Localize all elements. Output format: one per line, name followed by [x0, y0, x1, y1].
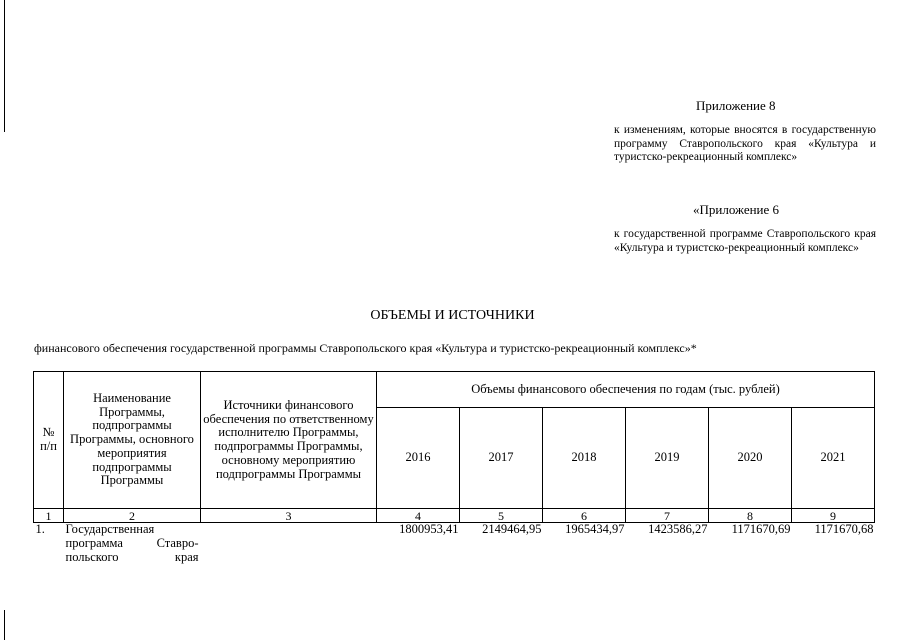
column-number: 9: [792, 509, 875, 523]
header-year-2021: 2021: [792, 408, 875, 509]
page-margin-line-bottom: [4, 610, 5, 640]
header-year-2017: 2017: [460, 408, 543, 509]
row-name-line: Государственная: [65, 522, 155, 536]
appendix6-title: «Приложение 6: [693, 202, 780, 217]
row-value-2018: 1965434,97: [565, 522, 625, 536]
row-value-2021: 1171670,68: [814, 522, 874, 536]
header-year-2018: 2018: [543, 408, 626, 509]
column-number: 6: [543, 509, 626, 523]
appendix6-text: к государственной программе Ставропольского края «Культура и туристско-рекреационный комплекс»: [614, 228, 876, 254]
row-source: [201, 523, 377, 594]
page-margin-line-top: [4, 0, 5, 132]
column-number: 1: [34, 509, 64, 523]
appendix8-text: к изменениям, которые вносятся в государственную программу Ставропольского края «Культура и туристско-рекреационный комплекс»: [614, 124, 876, 164]
header-name: Наименование Программы, подпрограммы Программы, основного мероприятия подпрограммы Программы: [64, 372, 201, 509]
header-num: № п/п: [34, 372, 64, 509]
document-subtitle: финансового обеспечения государственной программы Ставропольского края «Культура и туристско-рекреационный комплекс»*: [34, 341, 697, 355]
row-value-2017: 2149464,95: [482, 522, 542, 536]
header-year-2019: 2019: [626, 408, 709, 509]
column-number: 3: [201, 509, 377, 523]
column-number: 7: [626, 509, 709, 523]
column-number: 8: [709, 509, 792, 523]
header-years: Объемы финансового обеспечения по годам (тыс. рублей): [377, 372, 875, 408]
financing-table: [33, 371, 875, 593]
column-number: 2: [64, 509, 201, 523]
row-number: 1.: [35, 522, 45, 536]
column-number: 5: [460, 509, 543, 523]
appendix8-title: Приложение 8: [696, 98, 776, 113]
header-year-2020: 2020: [709, 408, 792, 509]
row-value-2016: 1800953,41: [399, 522, 459, 536]
row-value-2020: 1171670,69: [731, 522, 791, 536]
header-year-2016: 2016: [377, 408, 460, 509]
row-name: [64, 523, 201, 594]
header-source: Источники финансового обеспечения по ответственному исполнителю Программы, подпрограммы Программы, основному мероприятию подпрограммы Программы: [201, 372, 377, 509]
row-name-line: польского края: [65, 549, 199, 564]
row-name-line: программа Ставро-: [65, 535, 199, 550]
row-value-2019: 1423586,27: [648, 522, 708, 536]
column-number: 4: [377, 509, 460, 523]
table-row: [34, 523, 875, 594]
document-title: ОБЪЕМЫ И ИСТОЧНИКИ: [370, 308, 535, 323]
